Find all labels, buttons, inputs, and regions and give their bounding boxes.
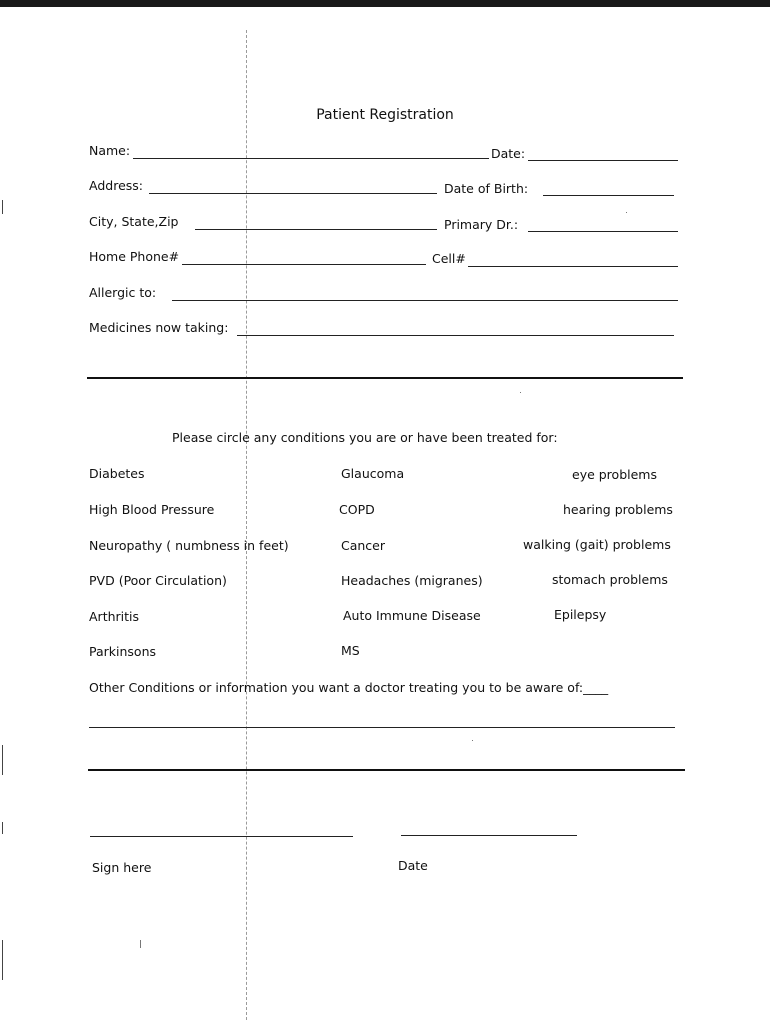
signature-line[interactable]: [90, 836, 353, 837]
condition-item[interactable]: Cancer: [341, 538, 386, 553]
condition-item[interactable]: MS: [341, 643, 360, 658]
cell-label: Cell#: [432, 251, 466, 266]
primary-dr-field[interactable]: [528, 231, 678, 232]
edge-mark: [2, 745, 3, 775]
top-scan-edge: [0, 0, 770, 7]
cell-field[interactable]: [468, 266, 678, 267]
section-divider: [87, 377, 683, 379]
name-label: Name:: [89, 143, 131, 158]
condition-item[interactable]: eye problems: [572, 467, 657, 482]
condition-item[interactable]: Glaucoma: [341, 466, 405, 481]
conditions-prompt: Please circle any conditions you are or have been treated for:: [172, 430, 558, 445]
name-field[interactable]: [133, 158, 489, 159]
other-conditions-line[interactable]: [88, 769, 685, 771]
other-conditions-prompt: Other Conditions or information you want a doctor treating you to be aware of:____: [89, 680, 609, 695]
sign-here-label: Sign here: [92, 860, 152, 875]
city-field[interactable]: [195, 229, 437, 230]
signature-date-line[interactable]: [401, 835, 577, 836]
medicines-label: Medicines now taking:: [89, 320, 229, 335]
home-phone-field[interactable]: [182, 264, 426, 265]
condition-item[interactable]: PVD (Poor Circulation): [89, 573, 227, 588]
allergic-label: Allergic to:: [89, 285, 157, 300]
primary-dr-label: Primary Dr.:: [444, 217, 519, 232]
form-title: Patient Registration: [316, 107, 454, 123]
scan-speck: [626, 212, 627, 213]
condition-item[interactable]: Epilepsy: [554, 607, 607, 622]
edge-mark: [2, 200, 3, 214]
signature-date-label: Date: [398, 858, 428, 873]
condition-item[interactable]: hearing problems: [563, 502, 673, 517]
fold-crease: [246, 30, 247, 1020]
condition-item[interactable]: Diabetes: [89, 466, 145, 481]
address-label: Address:: [89, 178, 143, 193]
scan-speck: [140, 940, 141, 948]
scan-speck: [520, 392, 521, 393]
condition-item[interactable]: Parkinsons: [89, 644, 157, 659]
date-field[interactable]: [528, 160, 678, 161]
other-conditions-line[interactable]: [89, 727, 675, 728]
condition-item[interactable]: walking (gait) problems: [523, 537, 671, 552]
allergic-field[interactable]: [172, 300, 678, 301]
condition-item[interactable]: Auto Immune Disease: [343, 608, 481, 623]
edge-mark: [2, 940, 3, 980]
city-label: City, State,Zip: [89, 214, 179, 229]
home-phone-label: Home Phone#: [89, 249, 180, 264]
address-field[interactable]: [149, 193, 437, 194]
scan-speck: [472, 740, 473, 741]
condition-item[interactable]: Neuropathy ( numbness in feet): [89, 538, 289, 553]
edge-mark: [2, 822, 3, 834]
dob-label: Date of Birth:: [444, 181, 529, 196]
medicines-field[interactable]: [237, 335, 674, 336]
condition-item[interactable]: Headaches (migranes): [341, 573, 483, 588]
dob-field[interactable]: [543, 195, 674, 196]
condition-item[interactable]: stomach problems: [552, 572, 668, 587]
condition-item[interactable]: High Blood Pressure: [89, 502, 215, 517]
date-label: Date:: [491, 146, 526, 161]
condition-item[interactable]: COPD: [339, 502, 375, 517]
condition-item[interactable]: Arthritis: [89, 609, 140, 624]
